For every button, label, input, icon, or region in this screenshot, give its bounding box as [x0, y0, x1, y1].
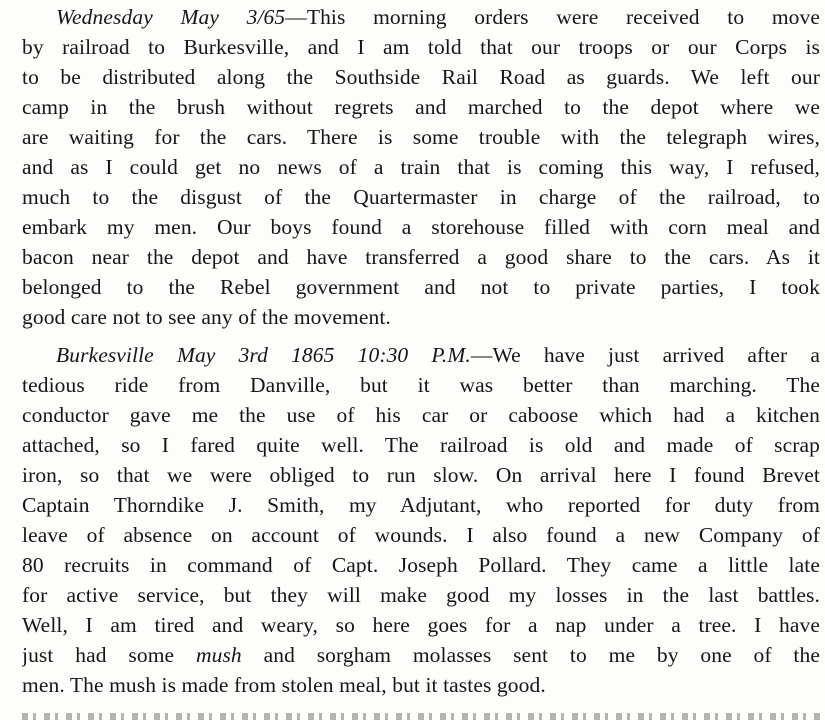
text-line: belonged to the Rebel government and not to private parties, I took: [22, 275, 820, 299]
diary-entry-may-3-1865: [22, 2, 820, 332]
text-line: bacon near the depot and have transferred a good share to the cars. As it: [22, 245, 820, 269]
entry-dateline: Wednesday May 3/65: [56, 5, 286, 29]
text-line: good care not to see any of the movement.: [22, 305, 391, 329]
text-line: 80 recruits in command of Capt. Joseph Pollard. They came a little late: [22, 553, 820, 577]
text-line: by railroad to Burkesville, and I am told that our troops or our Corps is: [22, 35, 820, 59]
text-line: for active service, but they will make good my losses in the last battles.: [22, 583, 820, 607]
text-line: attached, so I fared quite well. The railroad is old and made of scrap: [22, 433, 820, 457]
text-line: and as I could get no news of a train that is coming this way, I refused,: [22, 155, 820, 179]
diary-entry-burkesville: [22, 340, 820, 700]
text-line: tedious ride from Danville, but it was better than marching. The: [22, 373, 820, 397]
entry-text: —We have just arrived after a: [470, 343, 820, 367]
text-line: Captain Thorndike J. Smith, my Adjutant, who reported for duty from: [22, 493, 820, 517]
text-line: leave of absence on account of wounds. I also found a new Company of: [22, 523, 820, 547]
entry-first-line: [22, 2, 820, 32]
cut-off-next-line: [22, 711, 820, 720]
text-line: are waiting for the cars. There is some trouble with the telegraph wires,: [22, 125, 820, 149]
text-line: Well, I am tired and weary, so here goes for a nap under a tree. I have: [22, 613, 820, 637]
cut-off-text-fragment: [22, 713, 820, 720]
text-line: camp in the brush without regrets and marched to the depot where we: [22, 95, 820, 119]
text-run: and sorgham molasses sent to me by one of the: [241, 643, 820, 667]
text-line: conductor gave me the use of his car or caboose which had a kitchen: [22, 403, 820, 427]
text-line: embark my men. Our boys found a storehouse filled with corn meal and: [22, 215, 820, 239]
entry-dateline: Burkesville May 3rd 1865 10:30 P.M.: [56, 343, 471, 367]
emphasized-word: mush: [195, 643, 242, 667]
text-run: just had some: [22, 643, 196, 667]
text-line: to be distributed along the Southside Rail Road as guards. We left our: [22, 65, 820, 89]
text-line: men. The mush is made from stolen meal, but it tastes good.: [22, 673, 546, 697]
text-line: much to the disgust of the Quartermaster in charge of the railroad, to: [22, 185, 820, 209]
text-line: [22, 640, 820, 670]
text-line: iron, so that we were obliged to run slow. On arrival here I found Brevet: [22, 463, 820, 487]
entry-text: —This morning orders were received to move: [285, 5, 820, 29]
entry-first-line: [22, 340, 820, 370]
